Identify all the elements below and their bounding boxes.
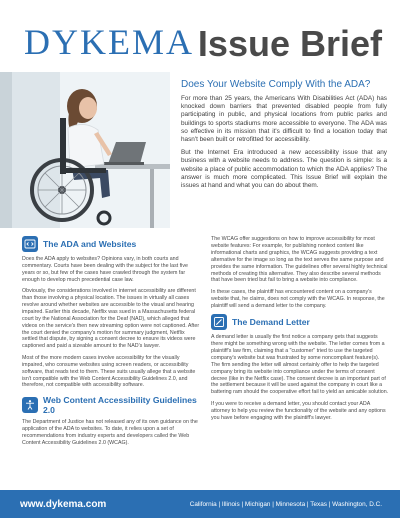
footer-bar <box>0 490 400 518</box>
body-paragraph: The WCAG offer suggestions on how to improve accessibility for most website features: For example, for publishing nontext content like informational charts and graphics, the WCAG suggests providing a text alternative for the image so long as the text serves the same purpose and provides the same information. The guidelines offer several highly technical methods of creating this alternative. They also describe several methods that have been tried but fail to bring a website into compliance. <box>211 236 388 284</box>
section-title: The Demand Letter <box>232 317 310 328</box>
section-heading-ada-websites <box>22 236 200 252</box>
intro-section <box>181 78 387 195</box>
body-paragraph: If you were to receive a demand letter, you should contact your ADA attorney to help you review the functionality of the website and any options you have before engaging with the plaintiff's lawyer. <box>211 400 386 421</box>
section-heading-demand-letter <box>211 314 389 330</box>
footer-website-link[interactable]: www.dykema.com <box>20 498 107 510</box>
header <box>0 0 400 74</box>
left-column <box>22 236 200 451</box>
section-heading-wcag <box>22 395 200 415</box>
wheelchair-user-illustration <box>0 72 170 228</box>
footer-locations: California | Illinois | Michigan | Minnesota | Texas | Washington, D.C. <box>189 500 382 508</box>
accessibility-icon <box>22 397 38 413</box>
body-paragraph: A demand letter is usually the first notice a company gets that suggests there might be something wrong with the website. The letter comes from a plaintiff's law firm, claiming that a "customer" tried to use the targeted company's website but was frustrated by some noncompliant feature(s). The firm sending the letter will almost certainly offer to help the targeted company bring its website into compliance under the terms of consent decree (like in the Netflix case). The consent decree is an important part of the settlement because it will be used against the company in court like a battering ram should the cooperative effort fail to yield an amicable solution. <box>211 334 389 396</box>
section-title: Web Content Accessibility Guidelines 2.0 <box>43 395 197 416</box>
page-title: Issue Brief <box>197 23 382 64</box>
intro-paragraph: But the Internet Era introduced a new accessibility issue that any business with a website needs to address. The question is simple: Is a website a place of public accommodation to which the ADA applies? The answer is much more complicated. This Issue Brief will explain the issues at hand and what you can do about them. <box>181 149 387 190</box>
intro-heading: Does Your Website Comply With the ADA? <box>181 79 371 90</box>
dykema-logo: DYKEMA <box>24 22 194 62</box>
hero-photo <box>0 72 170 228</box>
body-paragraph: The Department of Justice has not released any of its own guidance on the application of the ADA to websites. To date, it relies upon a set of recommendations from industry experts and developers called the Web Content Accessibility Guidelines 2.0 (WCAG). <box>22 419 198 447</box>
body-paragraph: In these cases, the plaintiff has encountered content on a company's website that, he claims, does not comply with the WCAG. In response, the plaintiff will send a demand letter to the company. <box>211 288 385 309</box>
intro-paragraph: For more than 25 years, the Americans With Disabilities Act (ADA) has knocked down barriers that prevented disabled people from fully participating in public, and physical locations from public parks and buildings to sports stadiums more accessible to everyone. The ADA was so effective in its mission that it's difficult to find a location today that hasn't been built or retrofitted for accessibility. <box>181 95 387 144</box>
body-paragraph: Does the ADA apply to websites? Opinions vary, in both courts and commentary. Courts have been dealing with the subject for the last five years or so, but few of the cases have crawled through the system far enough to develop much precedential case law. <box>22 256 188 283</box>
section-title: The ADA and Websites <box>43 239 137 249</box>
right-column <box>211 236 389 426</box>
code-icon <box>22 236 38 252</box>
pen-icon <box>211 314 227 330</box>
body-paragraph: Obviously, the considerations involved in internet accessibility are different than those involving a physical location. The issues in virtually all cases revolve around whether websites are accessible to the visual and hearing impaired. Earlier this decade, Netflix was sued in a Massachusetts federal court by the National Association for the Deaf (NAD), which alleged that videos on the service's then new streaming option were not captioned. After the court denied the company's motion for summary judgment, Netflix settled that dispute, by signing a consent decree to ensure its videos were captioned and paid a sizeable amount to the NAD's lawyer. <box>22 288 200 350</box>
body-paragraph: Most of the more modern cases involve accessibility for the visually impaired, who consume websites using screen readers, or accessibility software, that reads text to them. These suits usually allege that a website isn't compatible with the Web Content Accessibility Guidelines 2.0, and therefore, not compatible with accessibility software. <box>22 354 196 389</box>
